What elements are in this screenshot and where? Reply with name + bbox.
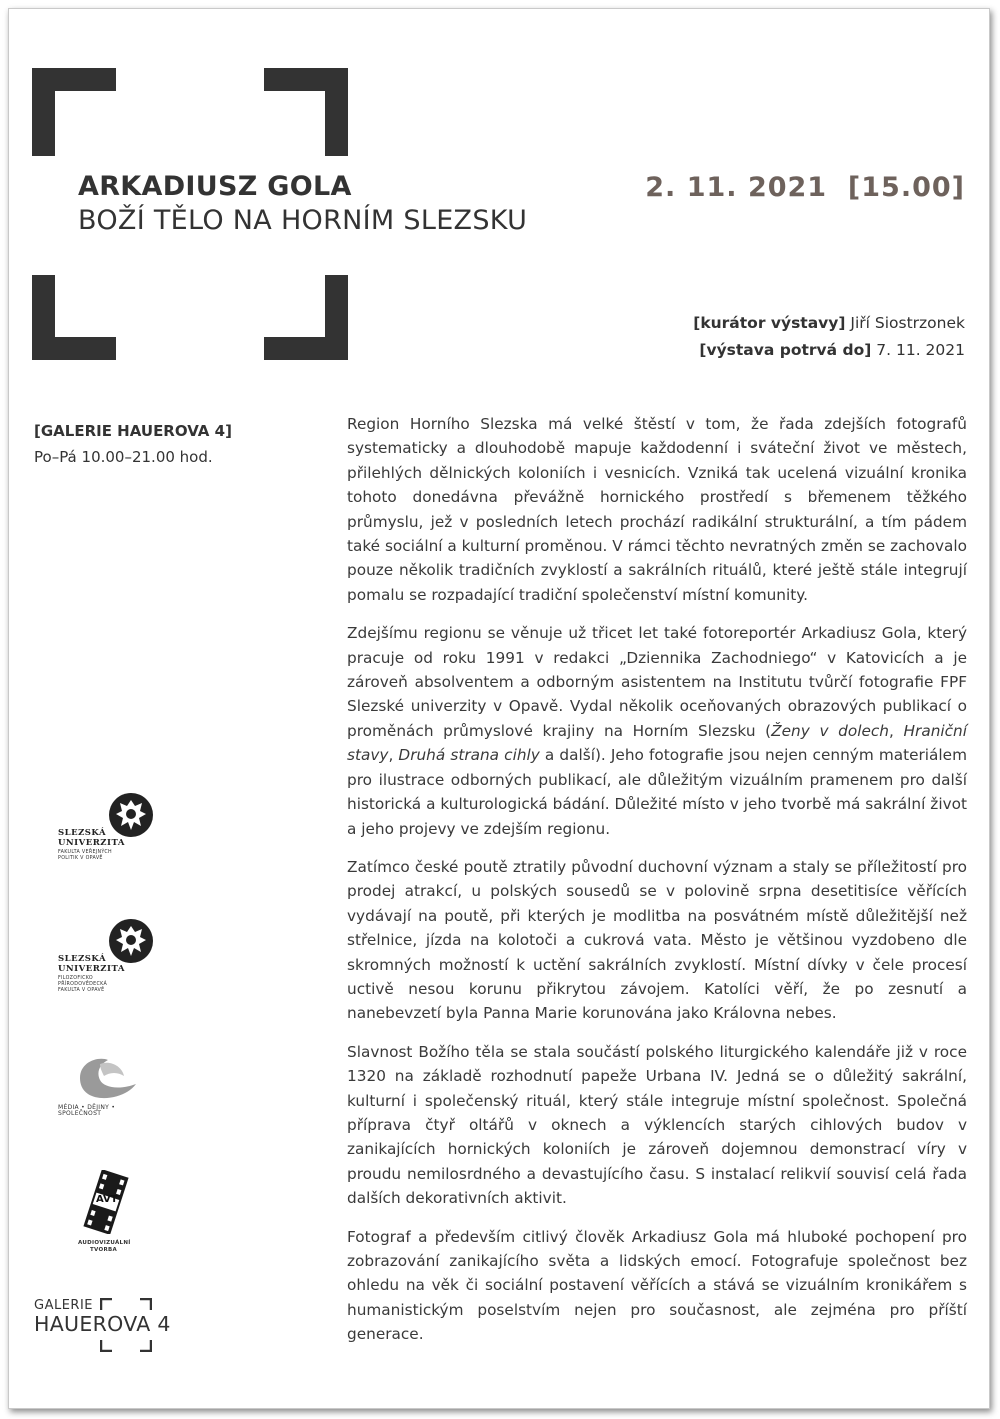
logo-galerie-hauerova bbox=[34, 1296, 194, 1354]
logo-text: UNIVERZITA bbox=[58, 964, 125, 974]
credits bbox=[693, 310, 965, 364]
book-title: Hraniční stavy bbox=[347, 721, 967, 765]
body-text bbox=[347, 412, 967, 1361]
logo-subtext: FAKULTA V OPAVĚ bbox=[58, 988, 105, 993]
logo-mark: AVT bbox=[96, 1194, 118, 1205]
curator-line bbox=[693, 310, 965, 337]
logo-media-dejiny-spolecnost bbox=[58, 1054, 158, 1116]
logo-subtext: FAKULTA VEŘEJNÝCH bbox=[58, 850, 112, 855]
logo-slezska-univerzita-fpf bbox=[58, 918, 158, 1008]
logo-subtext: MÉDIA • DĚJINY • SPOLEČNOST bbox=[58, 1104, 116, 1117]
paragraph-5: Fotograf a především citlivý člověk Arkadiusz Gola má hluboké pochopení pro zobrazování zanikajícího světa a lidských emocí. Fotografuje společnost bez ohledu na věk či sociální postavení věřících a stává se vizuálním kronikářem s humanistickým poselstvím nejen pro současnost, ale zejména pro příští generace. bbox=[347, 1227, 967, 1344]
logo-subtext: FILOZOFICKO bbox=[58, 976, 93, 981]
logo-subtext: AUDIOVIZUÁLNÍ bbox=[78, 1240, 131, 1246]
logo-subtext: POLITIK V OPAVĚ bbox=[58, 856, 103, 861]
curator-name: Jiří Siostrzonek bbox=[850, 314, 965, 332]
eagle-emblem-icon bbox=[108, 918, 154, 964]
paragraph-1: Region Horního Slezska má velké štěstí v tom, že řada zdejších fotografů systematicky a dlouhodobě mapuje každodenní i sváteční život ve městech, přilehlých dělnických koloniích i vesnicích. Vzniká tak ucelená vizuální kronika tohoto donedávna převážně hornického prostředí s břemenem těžkého průmyslu, jež v posledních letech prochází radikální strukturální, a tím pádem také sociální a kulturní proměnou. V rámci těchto nevratných změn se zachovalo pouze několik tradičních zvyklostí a sakrálních rituálů, které ještě stále integrují pomalu se rozpadající tradiční společenství místní komunity. bbox=[347, 415, 968, 604]
book-title: Ženy v dolech bbox=[771, 721, 889, 740]
paragraph-3: Zatímco české poutě ztratily původní duchovní význam a staly se příležitostí pro prodej atrakcí, u polských sousedů se v polovině srpna desetitisíce věřících vydávají na poutě, při kterých je modlitba na posvátném místě důležitější než střelnice, jízda na kolotoči a cukrová vata. Město je většinou vyzdobeno dle skromných možností k uctění sakrálních zvyklostí. Místní dívky v čele procesí uctivě nesou korunu přikrytou závojem. Katolíci věří, že po zesnutí a nanebevzetí byla Panna Marie korunována jako Královna nebes. bbox=[347, 857, 967, 1023]
logo-text: UNIVERZITA bbox=[58, 838, 125, 848]
logo-text: HAUEROVA 4 bbox=[34, 1312, 171, 1336]
logo-text: SLEZSKÁ bbox=[58, 954, 107, 964]
gallery-info bbox=[34, 418, 232, 470]
exhibition-subtitle: BOŽÍ TĚLO NA HORNÍM SLEZSKU bbox=[78, 205, 528, 236]
logo-audiovizualni-tvorba bbox=[72, 1170, 142, 1262]
book-title: Druhá strana cihly bbox=[398, 746, 540, 765]
eagle-emblem-icon bbox=[108, 792, 154, 838]
exhibition-title bbox=[78, 170, 527, 238]
opening-date bbox=[645, 172, 965, 203]
duration-line bbox=[693, 337, 965, 364]
opening-hours: Po–Pá 10.00–21.00 hod. bbox=[34, 448, 213, 466]
artist-name: ARKADIUSZ GOLA bbox=[78, 171, 352, 202]
paragraph-2: Zdejšímu regionu se věnuje už třicet let také fotoreportér Arkadiusz Gola, který pracuje od roku 1991 v redakci „Dziennika Zachodniego“ v Katovicích a je zároveň absolventem a odborným asistentem na Institutu tvůrčí fotografie FPF Slezské univerzity v Opavě. Vydal několik oceňovaných obrazových publikací o proměnách průmyslové krajiny na Horním Slezsku (Ženy v dolech, Hraniční stavy, Druhá strana cihly a další). Jeho fotografie jsou nejen cenným materiálem pro ilustrace odborných publikací, ale důležitým vizuálním pramenem pro další historická a kulturologická bádání. Důležité místo v jeho tvorbě má sakrální život a jeho projevy ve zdejším regionu. bbox=[347, 624, 967, 838]
paragraph-4: Slavnost Božího těla se stala součástí polského liturgického kalendáře již v roce 1320 na základě rozhodnutí papeže Urbana IV. Jedná se o důležitý sakrální, kulturní i společenský rituál, který stále integruje místní společnost. Společná příprava čtyř oltářů v oknech a výklencích starých cihlových budov v zanikajících hornických koloniích je zároveň dojemnou demonstrací víry v proudu nemilosrdného a devastujícího času. S instalací relikvií souvisí celá řada dalších dekorativních aktivit. bbox=[347, 1042, 967, 1208]
logo-text: GALERIE bbox=[34, 1298, 94, 1313]
logo-slezska-univerzita-fvp bbox=[58, 792, 158, 872]
duration-date: 7. 11. 2021 bbox=[876, 341, 965, 359]
logo-subtext: TVORBA bbox=[90, 1247, 118, 1253]
time: [15.00] bbox=[847, 172, 965, 203]
date: 2. 11. 2021 bbox=[645, 172, 828, 203]
duration-label: [výstava potrvá do] bbox=[699, 341, 872, 359]
curator-label: [kurátor výstavy] bbox=[693, 314, 846, 332]
logo-subtext: PŘÍRODOVĚDECKÁ bbox=[58, 982, 108, 987]
leaf-icon bbox=[70, 1054, 140, 1100]
gallery-name: [GALERIE HAUEROVA 4] bbox=[34, 422, 232, 440]
logo-text: SLEZSKÁ bbox=[58, 828, 107, 838]
